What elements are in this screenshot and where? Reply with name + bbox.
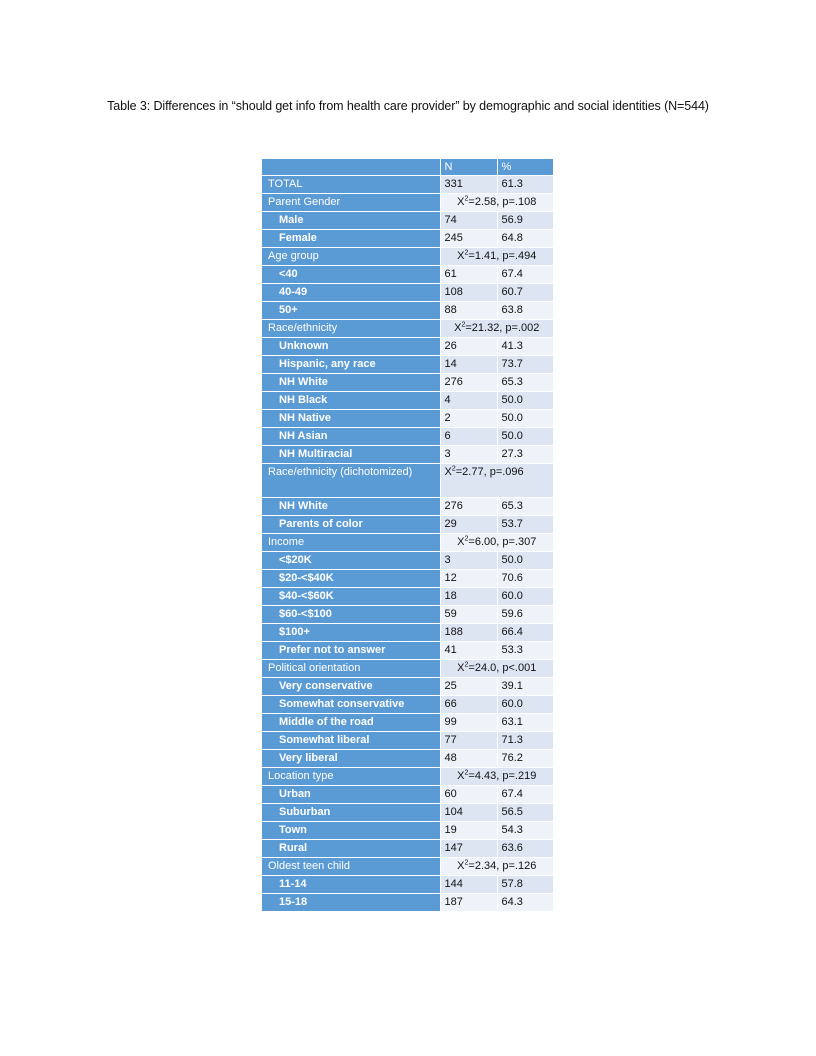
category-label: Oldest teen child	[262, 858, 440, 876]
subgroup-label: $20-<$40K	[262, 570, 440, 588]
stat-superscript: 2	[464, 195, 469, 203]
n-cell: 14	[440, 356, 497, 374]
stat-value: =21.32, p=.002	[465, 322, 540, 334]
table-row	[262, 696, 554, 714]
pct-cell: 63.8	[497, 302, 554, 320]
category-label: Race/ethnicity (dichotomized)	[262, 464, 440, 498]
table-row	[262, 284, 554, 302]
table-title: Table 3: Differences in “should get info from health care provider” by demographic and social identities (N=544)	[107, 99, 709, 113]
pct-cell: 60.7	[497, 284, 554, 302]
stat-symbol: X	[444, 466, 452, 478]
category-label: Income	[262, 534, 440, 552]
chi-square-stat	[440, 858, 554, 876]
pct-cell: 65.3	[497, 498, 554, 516]
stat-value: =2.58, p=.108	[468, 196, 537, 208]
n-cell: 331	[440, 176, 497, 194]
table-row	[262, 266, 554, 284]
category-label: TOTAL	[262, 176, 440, 194]
table-row	[262, 374, 554, 392]
pct-cell: 27.3	[497, 446, 554, 464]
pct-cell: 63.6	[497, 840, 554, 858]
subgroup-label: $40-<$60K	[262, 588, 440, 606]
subgroup-label: <$20K	[262, 552, 440, 570]
subgroup-label: Rural	[262, 840, 440, 858]
table-row	[262, 230, 554, 248]
table-row	[262, 876, 554, 894]
stat-symbol: X	[454, 322, 462, 334]
stat-symbol: X	[457, 662, 465, 674]
n-cell: 77	[440, 732, 497, 750]
subgroup-label: NH Native	[262, 410, 440, 428]
table-row	[262, 732, 554, 750]
table-row	[262, 624, 554, 642]
table-row	[262, 588, 554, 606]
table-row	[262, 552, 554, 570]
n-cell: 187	[440, 894, 497, 912]
table-row	[262, 642, 554, 660]
stat-symbol: X	[457, 250, 465, 262]
stat-symbol: X	[457, 860, 465, 872]
pct-cell: 64.3	[497, 894, 554, 912]
table-row	[262, 714, 554, 732]
header-row	[262, 159, 554, 176]
table-row	[262, 320, 554, 338]
table-row	[262, 446, 554, 464]
n-cell: 188	[440, 624, 497, 642]
stat-value: =2.34, p=.126	[468, 860, 537, 872]
chi-square-stat	[440, 464, 554, 498]
n-cell: 245	[440, 230, 497, 248]
pct-cell: 60.0	[497, 588, 554, 606]
n-cell: 3	[440, 446, 497, 464]
pct-cell: 67.4	[497, 266, 554, 284]
pct-cell: 56.9	[497, 212, 554, 230]
header-label-cell	[262, 159, 440, 176]
header-pct: %	[497, 159, 554, 176]
stat-value: =24.0, p<.001	[468, 662, 537, 674]
subgroup-label: Somewhat conservative	[262, 696, 440, 714]
category-label: Race/ethnicity	[262, 320, 440, 338]
table-row	[262, 248, 554, 266]
pct-cell: 57.8	[497, 876, 554, 894]
stat-superscript: 2	[464, 249, 469, 257]
stat-value: =6.00, p=.307	[468, 536, 537, 548]
stat-symbol: X	[457, 770, 465, 782]
stat-symbol: X	[457, 536, 465, 548]
pct-cell: 50.0	[497, 410, 554, 428]
n-cell: 60	[440, 786, 497, 804]
table-row	[262, 786, 554, 804]
subgroup-label: Male	[262, 212, 440, 230]
n-cell: 3	[440, 552, 497, 570]
n-cell: 6	[440, 428, 497, 446]
category-label: Age group	[262, 248, 440, 266]
pct-cell: 50.0	[497, 392, 554, 410]
table-row	[262, 356, 554, 374]
table-row	[262, 678, 554, 696]
subgroup-label: <40	[262, 266, 440, 284]
table-row	[262, 410, 554, 428]
table-row	[262, 338, 554, 356]
n-cell: 74	[440, 212, 497, 230]
subgroup-label: 50+	[262, 302, 440, 320]
subgroup-label: Prefer not to answer	[262, 642, 440, 660]
category-label: Political orientation	[262, 660, 440, 678]
table-row	[262, 804, 554, 822]
header-n: N	[440, 159, 497, 176]
n-cell: 41	[440, 642, 497, 660]
chi-square-stat	[440, 660, 554, 678]
results-table	[262, 159, 554, 912]
chi-square-stat	[440, 320, 554, 338]
table-row	[262, 840, 554, 858]
subgroup-label: $100+	[262, 624, 440, 642]
chi-square-stat	[440, 534, 554, 552]
n-cell: 2	[440, 410, 497, 428]
n-cell: 19	[440, 822, 497, 840]
subgroup-label: 15-18	[262, 894, 440, 912]
pct-cell: 76.2	[497, 750, 554, 768]
n-cell: 104	[440, 804, 497, 822]
n-cell: 276	[440, 374, 497, 392]
n-cell: 18	[440, 588, 497, 606]
pct-cell: 39.1	[497, 678, 554, 696]
subgroup-label: NH Black	[262, 392, 440, 410]
subgroup-label: NH White	[262, 498, 440, 516]
stat-superscript: 2	[451, 465, 456, 473]
table-row	[262, 392, 554, 410]
table-row	[262, 302, 554, 320]
stat-superscript: 2	[464, 661, 469, 669]
stat-superscript: 2	[464, 859, 469, 867]
n-cell: 59	[440, 606, 497, 624]
subgroup-label: NH Asian	[262, 428, 440, 446]
stat-superscript: 2	[464, 535, 469, 543]
subgroup-label: Unknown	[262, 338, 440, 356]
stat-value: =4.43, p=.219	[468, 770, 537, 782]
table-body	[262, 159, 554, 912]
chi-square-stat	[440, 768, 554, 786]
pct-cell: 53.7	[497, 516, 554, 534]
subgroup-label: NH Multiracial	[262, 446, 440, 464]
pct-cell: 56.5	[497, 804, 554, 822]
n-cell: 26	[440, 338, 497, 356]
pct-cell: 59.6	[497, 606, 554, 624]
stat-superscript: 2	[464, 769, 469, 777]
chi-square-stat	[440, 194, 554, 212]
n-cell: 48	[440, 750, 497, 768]
category-label: Parent Gender	[262, 194, 440, 212]
n-cell: 29	[440, 516, 497, 534]
n-cell: 12	[440, 570, 497, 588]
pct-cell: 65.3	[497, 374, 554, 392]
n-cell: 108	[440, 284, 497, 302]
table-row	[262, 516, 554, 534]
table-row	[262, 858, 554, 876]
pct-cell: 54.3	[497, 822, 554, 840]
stat-superscript: 2	[461, 321, 466, 329]
subgroup-label: Parents of color	[262, 516, 440, 534]
pct-cell: 70.6	[497, 570, 554, 588]
n-cell: 25	[440, 678, 497, 696]
n-cell: 66	[440, 696, 497, 714]
pct-cell: 61.3	[497, 176, 554, 194]
table-row	[262, 660, 554, 678]
pct-cell: 64.8	[497, 230, 554, 248]
subgroup-label: $60-<$100	[262, 606, 440, 624]
pct-cell: 73.7	[497, 356, 554, 374]
chi-square-stat	[440, 248, 554, 266]
table-row	[262, 534, 554, 552]
subgroup-label: Somewhat liberal	[262, 732, 440, 750]
pct-cell: 41.3	[497, 338, 554, 356]
table-row	[262, 212, 554, 230]
n-cell: 99	[440, 714, 497, 732]
n-cell: 88	[440, 302, 497, 320]
pct-cell: 60.0	[497, 696, 554, 714]
pct-cell: 50.0	[497, 428, 554, 446]
subgroup-label: Suburban	[262, 804, 440, 822]
table-row	[262, 428, 554, 446]
n-cell: 61	[440, 266, 497, 284]
table-row	[262, 606, 554, 624]
stat-value: =1.41, p=.494	[468, 250, 537, 262]
pct-cell: 63.1	[497, 714, 554, 732]
subgroup-label: Urban	[262, 786, 440, 804]
subgroup-label: Very conservative	[262, 678, 440, 696]
n-cell: 144	[440, 876, 497, 894]
subgroup-label: Hispanic, any race	[262, 356, 440, 374]
pct-cell: 53.3	[497, 642, 554, 660]
table-row	[262, 498, 554, 516]
n-cell: 276	[440, 498, 497, 516]
subgroup-label: 40-49	[262, 284, 440, 302]
table-row	[262, 750, 554, 768]
table-row	[262, 176, 554, 194]
subgroup-label: Female	[262, 230, 440, 248]
subgroup-label: Middle of the road	[262, 714, 440, 732]
pct-cell: 50.0	[497, 552, 554, 570]
subgroup-label: NH White	[262, 374, 440, 392]
stat-symbol: X	[457, 196, 465, 208]
table-row	[262, 822, 554, 840]
n-cell: 4	[440, 392, 497, 410]
table-row	[262, 570, 554, 588]
table-row	[262, 768, 554, 786]
table-row	[262, 894, 554, 912]
n-cell: 147	[440, 840, 497, 858]
pct-cell: 67.4	[497, 786, 554, 804]
table-row	[262, 194, 554, 212]
table-row	[262, 464, 554, 498]
pct-cell: 66.4	[497, 624, 554, 642]
category-label: Location type	[262, 768, 440, 786]
subgroup-label: 11-14	[262, 876, 440, 894]
subgroup-label: Very liberal	[262, 750, 440, 768]
subgroup-label: Town	[262, 822, 440, 840]
pct-cell: 71.3	[497, 732, 554, 750]
stat-value: =2.77, p=.096	[455, 466, 524, 478]
